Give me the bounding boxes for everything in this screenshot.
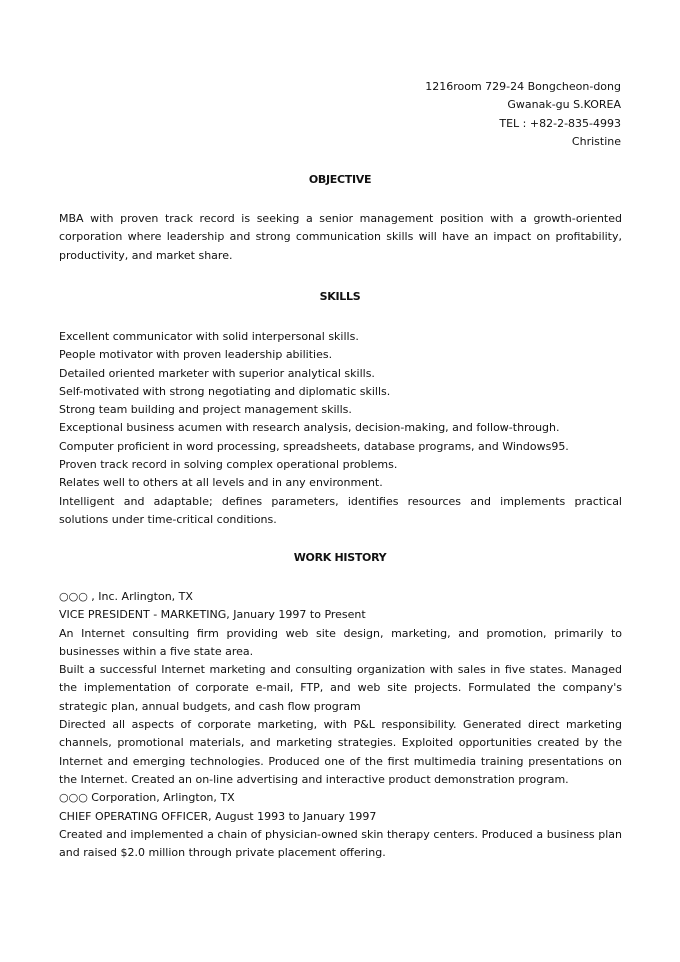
contact-address-block	[425, 78, 621, 151]
skill-item: Exceptional business acumen with research analysis, decision-making, and follow-through.	[59, 421, 560, 435]
job-title: VICE PRESIDENT - MARKETING, January 1997 to Present	[59, 608, 366, 622]
objective-text: MBA with proven track record is seeking a senior management position with a growth-oriented corporation where leadership and strong communication skills will have an impact on profitability, productivity, and market share.	[59, 212, 622, 262]
job-description: Built a successful Internet marketing and consulting organization with sales in five states. Managed the implementation of corporate e-mail, FTP, and web site projects. Formulated the company's strategic plan, annual budgets, and cash flow program	[59, 663, 622, 713]
skill-item: Relates well to others at all levels and in any environment.	[59, 476, 383, 490]
work-history-heading: WORK HISTORY	[293, 551, 387, 564]
skill-item: Detailed oriented marketer with superior analytical skills.	[59, 366, 375, 380]
skill-item: People motivator with proven leadership abilities.	[59, 348, 333, 362]
job-company: ○○○ , Inc. Arlington, TX	[59, 590, 193, 603]
address-phone: TEL : +82-2-835-4993	[499, 116, 621, 130]
skill-item: Self-motivated with strong negotiating and diplomatic skills.	[59, 384, 391, 398]
skill-item: Computer proficient in word processing, spreadsheets, database programs, and Windows95.	[59, 439, 569, 453]
job-description: Created and implemented a chain of physician-owned skin therapy centers. Produced a business plan and raised $2.0 million through private placement offering.	[59, 827, 622, 860]
job-title: CHIEF OPERATING OFFICER, August 1993 to January 1997	[59, 809, 377, 823]
skill-item: Intelligent and adaptable; defines parameters, identifies resources and implements practical solutions under time-critical conditions.	[59, 494, 622, 526]
skills-list	[59, 328, 622, 529]
skill-item: Excellent communicator with solid interpersonal skills.	[59, 330, 359, 343]
job-description: An Internet consulting firm providing web site design, marketing, and promotion, primarily to businesses within a five state area.	[59, 626, 622, 658]
job-description: Directed all aspects of corporate marketing, with P&L responsibility. Generated direct marketing channels, promotional materials, and marketing strategies. Exploited opportunities created by the Internet and emerging technologies. Produced one of the first multimedia training presentations on the Internet. Created an on-line advertising and interactive product demonstration program.	[59, 718, 622, 786]
skill-item: Proven track record in solving complex operational problems.	[59, 458, 398, 472]
job-company: ○○○ Corporation, Arlington, TX	[59, 791, 235, 805]
address-street: 1216room 729-24 Bongcheon-dong	[425, 80, 621, 93]
objective-heading: OBJECTIVE	[308, 173, 372, 186]
address-city: Gwanak-gu S.KOREA	[507, 98, 621, 112]
work-history-list	[59, 588, 622, 862]
address-name: Christine	[571, 134, 621, 148]
skills-heading: SKILLS	[319, 290, 361, 303]
skill-item: Strong team building and project management skills.	[59, 403, 352, 417]
